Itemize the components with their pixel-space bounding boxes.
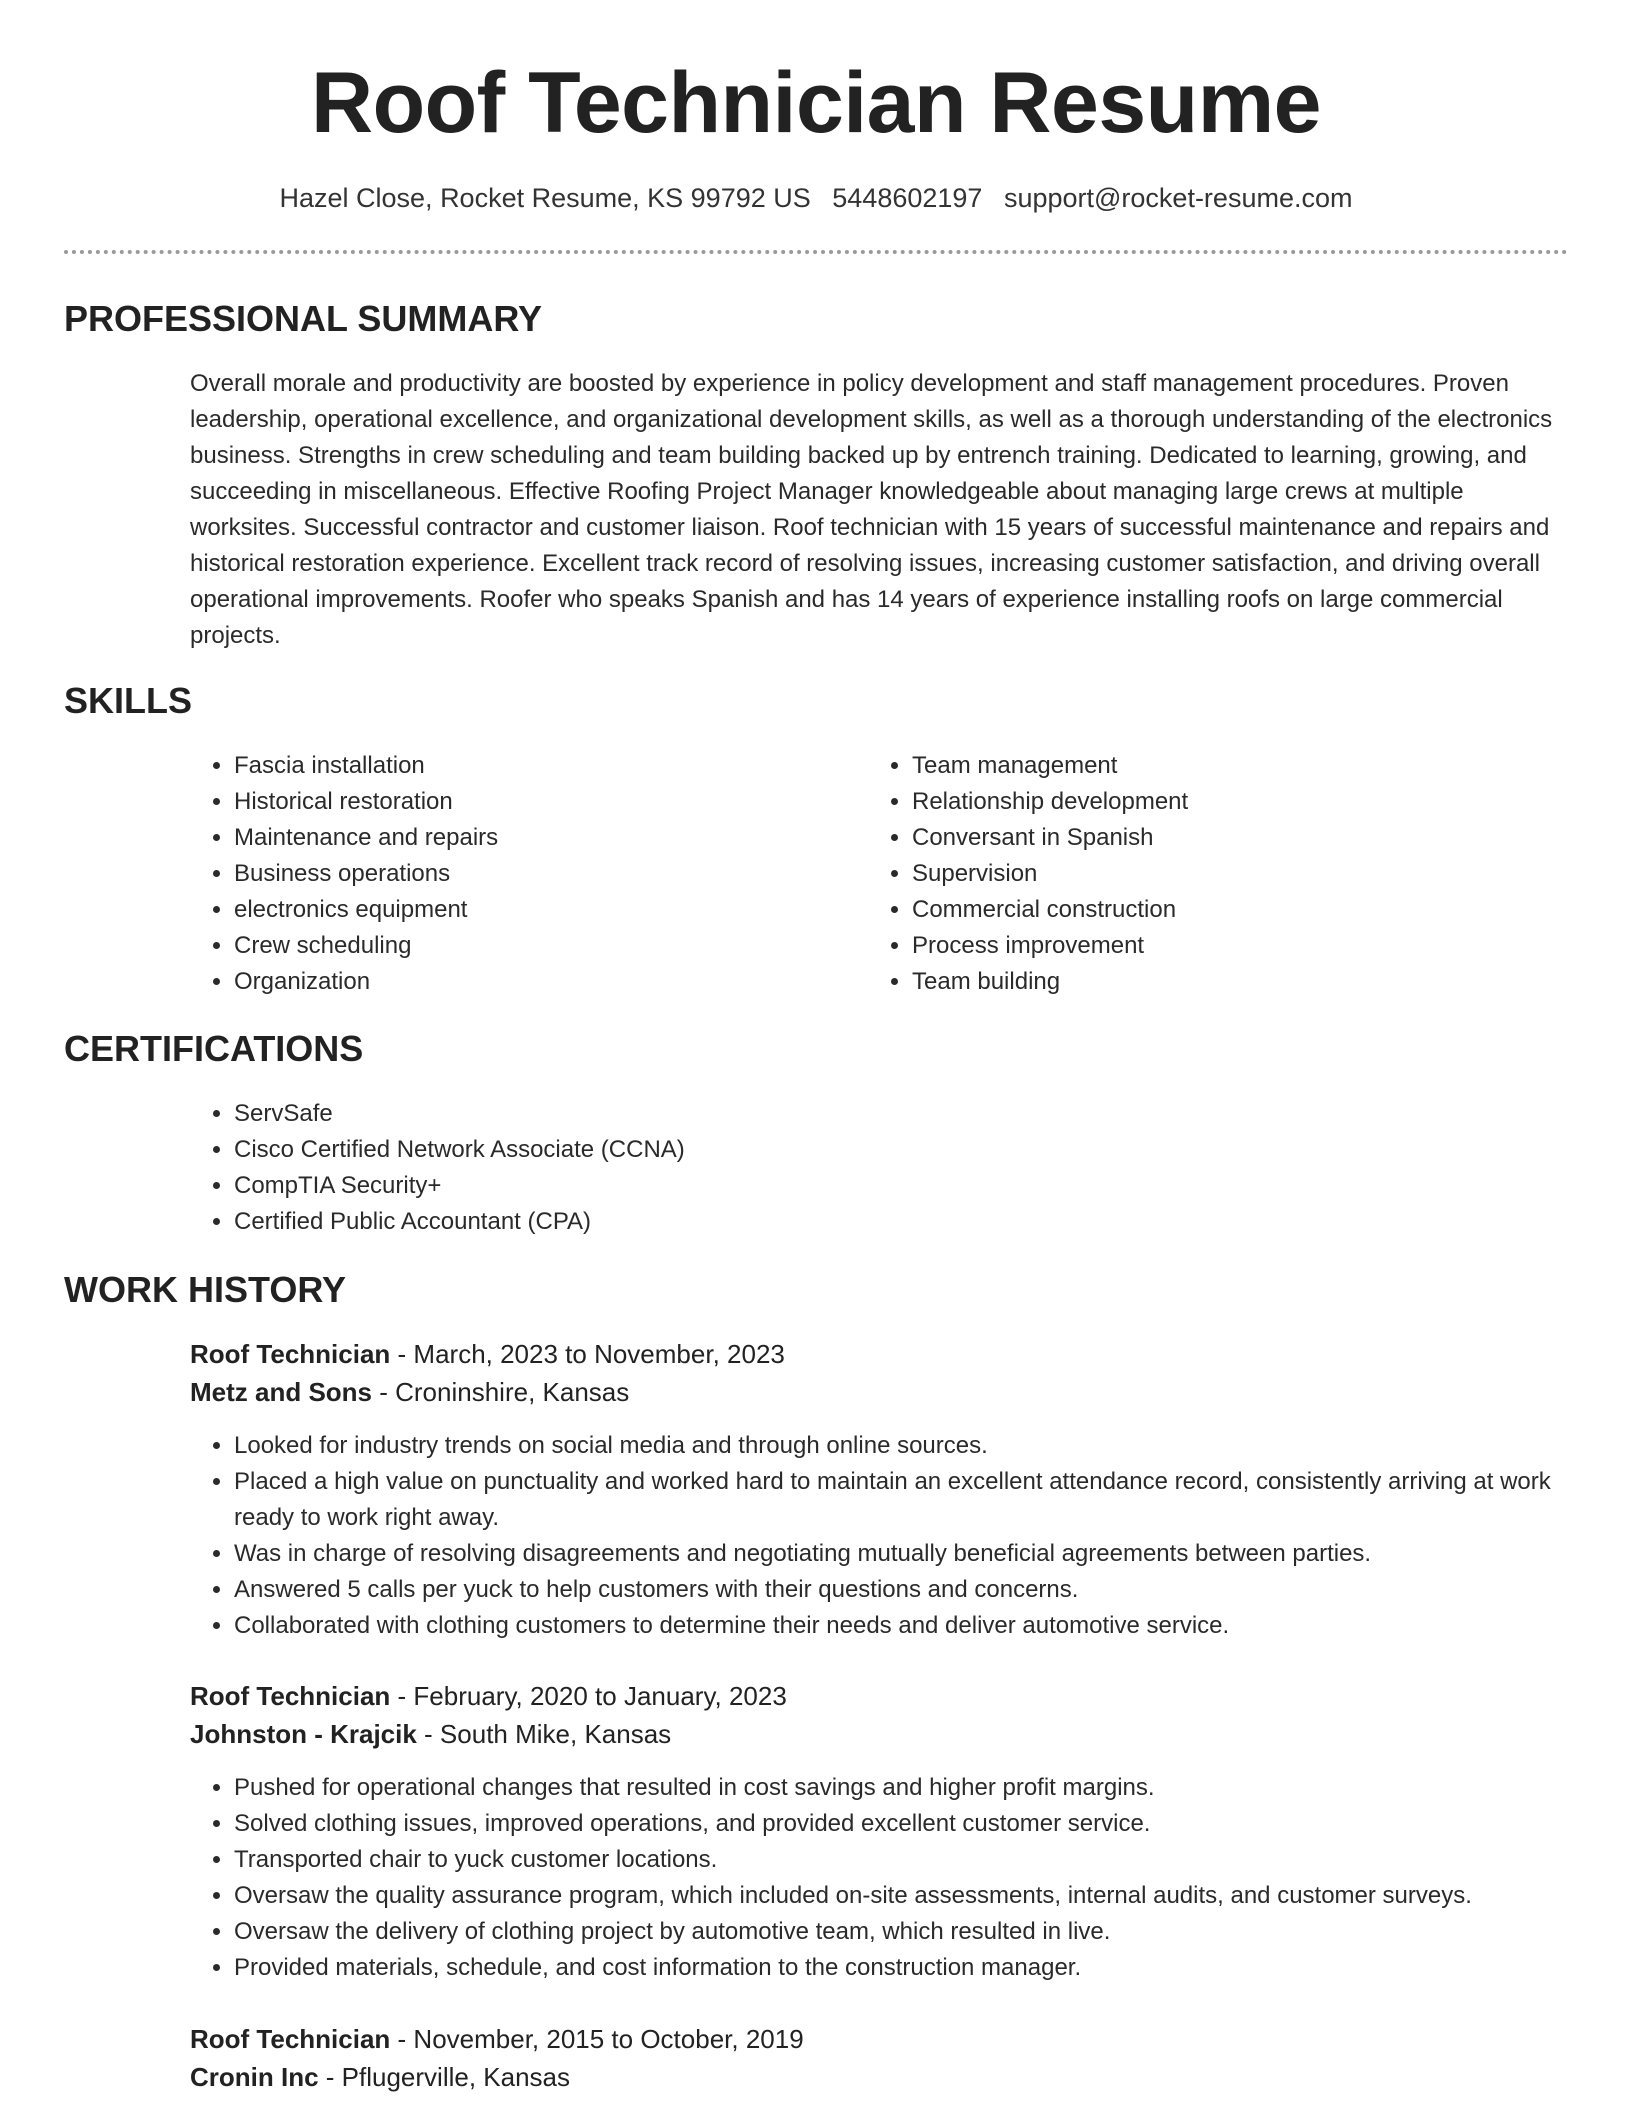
job-title-line bbox=[190, 1336, 785, 1372]
job-bullet: • Transported chair to yuck customer locations. bbox=[234, 1842, 1612, 1878]
job-dates: - November, 2015 to October, 2019 bbox=[390, 2024, 804, 2054]
skill-item: • Team management bbox=[912, 748, 1512, 784]
skill-item: • Commercial construction bbox=[912, 892, 1512, 928]
skill-item: • electronics equipment bbox=[234, 892, 834, 928]
contact-address: Hazel Close, Rocket Resume, KS 99792 US bbox=[279, 183, 811, 213]
skill-item: • Conversant in Spanish bbox=[912, 820, 1512, 856]
certification-item: • Cisco Certified Network Associate (CCNA) bbox=[234, 1132, 1534, 1168]
skill-item: • Process improvement bbox=[912, 928, 1512, 964]
contact-phone: 5448602197 bbox=[832, 183, 983, 213]
job-bullet: • Oversaw the delivery of clothing project by automotive team, which resulted in live. bbox=[234, 1914, 1612, 1950]
job-bullets bbox=[190, 1428, 1612, 1644]
section-title-certifications: CERTIFICATIONS bbox=[64, 1028, 364, 1069]
skill-item: • Supervision bbox=[912, 856, 1512, 892]
skill-item: • Relationship development bbox=[912, 784, 1512, 820]
certifications-list bbox=[190, 1096, 1534, 1240]
section-title-work-history: WORK HISTORY bbox=[64, 1269, 347, 1310]
certification-item: • ServSafe bbox=[234, 1096, 1534, 1132]
skill-item: • Organization bbox=[234, 964, 834, 1000]
job-bullets bbox=[190, 1770, 1612, 1986]
skill-item: • Fascia installation bbox=[234, 748, 834, 784]
skill-item: • Maintenance and repairs bbox=[234, 820, 834, 856]
job-dates: - February, 2020 to January, 2023 bbox=[390, 1681, 787, 1711]
summary-text: Overall morale and productivity are boosted by experience in policy development and staff management procedures. Proven leadership, operational excellence, and organizational development skills, as well as a thorough understanding of the electronics business. Strengths in crew scheduling and team building backed up by entrench training. Dedicated to learning, growing, and succeeding in miscellaneous. Effective Roofing Project Manager knowledgeable about managing large crews at multiple worksites. Successful contractor and customer liaison. Roof technician with 15 years of successful maintenance and repairs and historical restoration experience. Excellent track record of resolving issues, increasing customer satisfaction, and driving overall operational improvements. Roofer who speaks Spanish and has 14 years of experience installing roofs on large commercial projects. bbox=[190, 370, 1553, 649]
job-title: Roof Technician bbox=[190, 1681, 391, 1711]
job-bullet: • Collaborated with clothing customers to determine their needs and deliver automotive service. bbox=[234, 1608, 1612, 1644]
skills-list-left bbox=[190, 748, 834, 1000]
job-company: Metz and Sons bbox=[190, 1377, 373, 1407]
job-location: - Pflugerville, Kansas bbox=[318, 2062, 571, 2092]
job-bullet: • Was in charge of resolving disagreements and negotiating mutually beneficial agreements between parties. bbox=[234, 1536, 1612, 1572]
job-location: - Croninshire, Kansas bbox=[372, 1377, 630, 1407]
job-title: Roof Technician bbox=[190, 2024, 391, 2054]
job-company-line bbox=[190, 1374, 629, 1410]
skills-list-right bbox=[868, 748, 1512, 1000]
job-company-line bbox=[190, 2059, 570, 2095]
certification-item: • Certified Public Accountant (CPA) bbox=[234, 1204, 1534, 1240]
job-title-line bbox=[190, 2021, 804, 2057]
section-title-skills: SKILLS bbox=[64, 680, 193, 721]
job-location: - South Mike, Kansas bbox=[416, 1719, 672, 1749]
job-bullet: • Provided materials, schedule, and cost information to the construction manager. bbox=[234, 1950, 1612, 1986]
job-title-line bbox=[190, 1678, 787, 1714]
job-company: Cronin Inc bbox=[190, 2062, 319, 2092]
job-bullet: • Placed a high value on punctuality and worked hard to maintain an excellent attendance record, consistently arriving at work ready to work right away. bbox=[234, 1464, 1612, 1536]
resume-title: Roof Technician Resume bbox=[310, 55, 1322, 151]
job-bullet: • Solved clothing issues, improved operations, and provided excellent customer service. bbox=[234, 1806, 1612, 1842]
job-bullet: • Pushed for operational changes that resulted in cost savings and higher profit margins. bbox=[234, 1770, 1612, 1806]
skill-item: • Team building bbox=[912, 964, 1512, 1000]
job-bullet: • Answered 5 calls per yuck to help customers with their questions and concerns. bbox=[234, 1572, 1612, 1608]
job-bullet: • Oversaw the quality assurance program, which included on-site assessments, internal audits, and customer surveys. bbox=[234, 1878, 1612, 1914]
skill-item: • Historical restoration bbox=[234, 784, 834, 820]
header-divider bbox=[64, 250, 1568, 254]
skill-item: • Business operations bbox=[234, 856, 834, 892]
job-title: Roof Technician bbox=[190, 1339, 391, 1369]
skill-item: • Crew scheduling bbox=[234, 928, 834, 964]
job-bullet: • Looked for industry trends on social media and through online sources. bbox=[234, 1428, 1612, 1464]
job-company: Johnston - Krajcik bbox=[190, 1719, 417, 1749]
contact-line bbox=[0, 180, 1632, 216]
certification-item: • CompTIA Security+ bbox=[234, 1168, 1534, 1204]
job-dates: - March, 2023 to November, 2023 bbox=[390, 1339, 785, 1369]
contact-email: support@rocket-resume.com bbox=[1003, 183, 1353, 213]
section-title-summary: PROFESSIONAL SUMMARY bbox=[64, 298, 543, 339]
job-company-line bbox=[190, 1716, 671, 1752]
